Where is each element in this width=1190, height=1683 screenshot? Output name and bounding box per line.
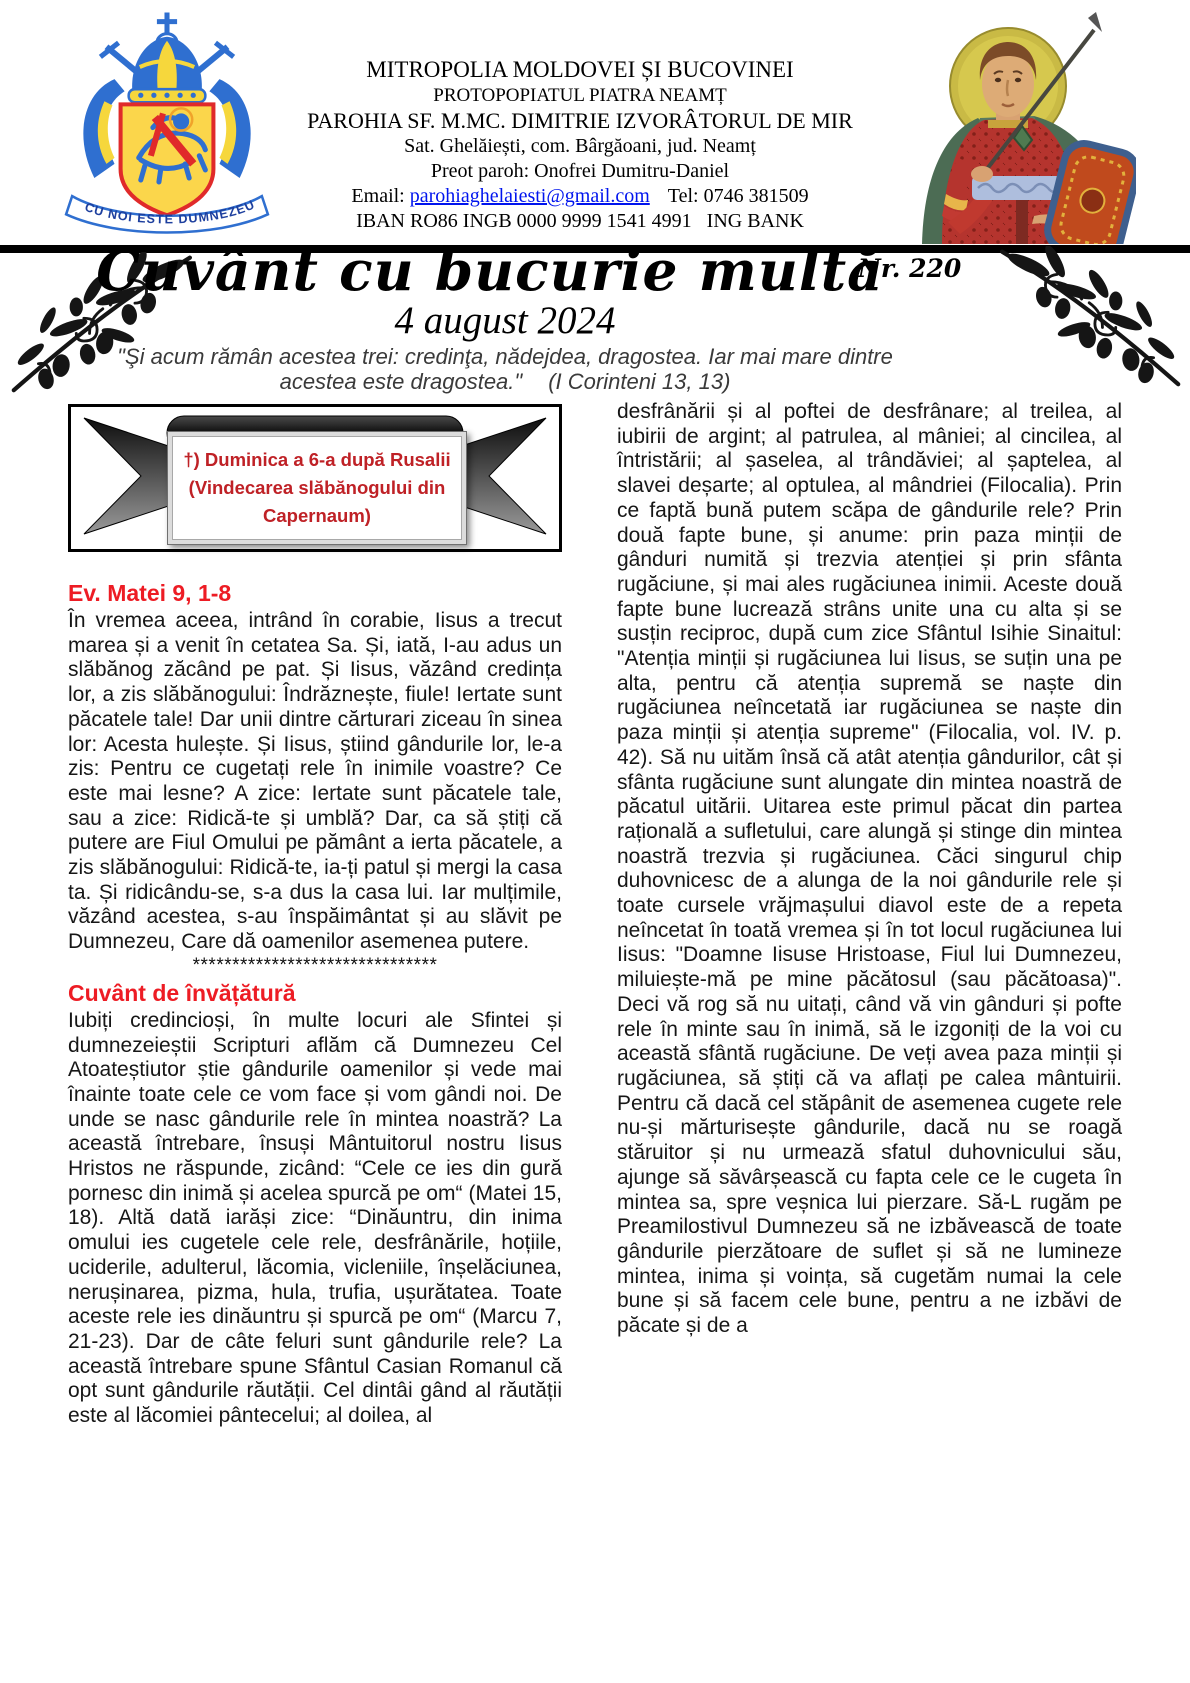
- teaching-text-continued: desfrânării și al poftei de desfrânare; al treilea, al iubirii de argint; al patrulea, al mâniei; al cincilea, al întristării; al șaselea, al trândăviei; al șaptelea, al slavei deșarte; al optulea, al mândriei (Filocalia). Prin ce faptă bună putem scăpa de gândurile rele? Prin două fapte bune, și anume: prin paza minții de gânduri numită și trezvia atenției și prin sfânta rugăciune, și mai ales rugăciunea inimii. Aceste două fapte bune lucrează strâns unite una cu alta și se susțin reciproc, după cum zice Sfântul Isihie Sinaitul: "Atenția minții și rugăciunea lui Iisus, se suțin una pe alta, pentru că atenția supremă se naște din rugăciunea neîncetată iar rugăciunea se naște din paza minții și atenția supreme" (Filocalia, vol. IV. p. 42). Să nu uităm însă că atât atenția gândurilor, cât și sfânta rugăciune sunt alungate din mintea noastră de păcatul uitării. Uitarea este primul păcat din partea rațională a sufletului, care alungă și stinge din mintea noastră trezvia și rugăciunea. Căci singurul chip duhovnicesc de a alunga de la noi gândurile rele și toate cursele vrăjmașului diavol este de a repeta neîncetat în toată vremea și în tot locul rugăciunea lui Iisus: "Doamne Iisuse Hristoase, Fiul lui Dumnezeu, miluiește-mă pe mine păcătosul (sau păcătoasa)". Deci vă rog să nu uitați, când vă vin gânduri și pofte rele în minte sau în inimă, să le izgoniți de la voi cu această sfântă rugăciune. De veți avea paza minții și rugăciunea, să știți că va aflați pe calea mântuirii. Pentru că dacă cel stăpânit de asemenea cugete rele nu-și mărturisește gândurile, dacă nu se roagă stăruitor și nu urmează sfatul duhovnicului său, ajunge să săvârșească cu fapta cele ce le cugeta în mintea sa, spre veșnica lui pierzare. Să-L rugăm pe Preamilostivul Dumnezeu să ne izbăvească de toate gândurile pierzătoare de suflet și să ne lumineze mintea, inima și voința, să cugetăm numai la cele bune și să facem cele bune, pentru a ne izbăvi de păcate și de a: [617, 400, 1122, 1338]
- parish-header-text: [262, 56, 898, 234]
- banner-panel: [167, 431, 467, 545]
- banner-text: †) Duminica a 6-a după Rusalii (Vindecarea slăbănogului din Capernaum): [183, 449, 451, 526]
- saint-dimitrie-icon: [884, 8, 1136, 244]
- quote-reference: (I Corinteni 13, 13): [548, 369, 731, 394]
- right-column: [617, 400, 1122, 1429]
- quote-text: "Şi acum rămân acestea trei: credinţa, nădejdea, dragostea. Iar mai mare dintre acestea este dragostea.": [117, 344, 893, 394]
- email-label: Email:: [351, 185, 410, 207]
- scripture-quote: [95, 344, 915, 394]
- asterisk-separator: *******************************: [192, 954, 438, 976]
- article-columns: [68, 400, 1122, 1429]
- teaching-heading: Cuvânt de învățătură: [68, 979, 296, 1006]
- bulletin-title: Cuvânt cu bucurie multă: [96, 238, 884, 303]
- left-column: [68, 400, 562, 1429]
- banner-inner-panel: [172, 436, 462, 540]
- deanery-name: PROTOPOPIATUL PIATRA NEAMȚ: [433, 85, 727, 106]
- gospel-heading: Ev. Matei 9, 1-8: [68, 580, 232, 606]
- teaching-text: Iubiți credincioși, în multe locuri ale Sfintei și dumnezeieștii Scripturi aflăm că Dumnezeu Cel Atoateștiutor știe gândurile oamenilor și vede mai înainte toate cele ce vom face și vom gândi noi. De unde se nasc gândurile rele în mintea noastră? La această întrebare, însuși Mântuitorul nostru Iisus Hristos ne răspunde, zicând: “Cele ce ies din gură pornesc din inimă și acelea spurcă pe om“ (Matei 15, 18). Altă dată iarăși zice: “Dinăuntru, din inima omului ies cugetele cele rele, desfrânările, hoțiile, uciderile, adulterul, lăcomia, vicleniile, înșelăciunea, nerușinarea, pizma, hula, trufia, ușurătatea. Toate aceste rele ies dinăuntru și spurcă pe om“ (Marcu 7, 21-23). Dar de câte feluri sunt gândurile rele? La această întrebare spune Sfântul Casian Romanul că opt sunt gândurile răutății. Cel dintâi gând al răutății este al lăcomiei pântecelui; al doilea, al: [68, 1008, 562, 1428]
- contact-line: [262, 184, 898, 209]
- crest-motto: CU NOI ESTE DUMNEZEU: [82, 197, 258, 227]
- issue-number: Nr. 220: [858, 254, 962, 283]
- metropolis-name: MITROPOLIA MOLDOVEI ȘI BUCOVINEI: [366, 57, 794, 82]
- issue-date: 4 august 2024: [394, 299, 616, 342]
- parish-name: PAROHIA SF. M.MC. DIMITRIE IZVORÂTORUL DE MIR: [307, 108, 853, 133]
- priest-name: Preot paroh: Onofrei Dumitru-Daniel: [430, 160, 730, 182]
- iban-line: IBAN RO86 INGB 0000 9999 1541 4991 ING BANK: [356, 210, 804, 232]
- gospel-text: În vremea aceea, intrând în corabie, Iisus a trecut marea și a venit în cetatea Sa. Și, iată, I-au adus un slăbănog zăcând pe pat. Și Iisus, văzând credința lor, a zis slăbănogului: Îndrăznește, fiule! Iertate sunt păcatele tale! Dar unii dintre cărturari ziceau în sinea lor: Acesta hulește. Și Iisus, știind gândurile lor, le-a zis: Pentru ce cugetați rele în inimile voastre? Ce este mai lesne? A zice: Iertate sunt păcatele tale, sau a zice: Ridică-te și umblă? Dar, ca să știți că putere are Fiul Omului pe pământ a ierta păcatele, a zis slăbănogului: Ridică-te, ia-ți patul și mergi la casa ta. Și ridicându-se, s-a dus la casa lui. Iar mulțimile, văzând acestea, s-au înspăimântat și au slăvit pe Dumnezeu, Care dă oamenilor asemenea putere.: [68, 609, 562, 954]
- email-link[interactable]: parohiaghelaiesti@gmail.com: [409, 185, 650, 207]
- olive-branch-right-icon: [998, 246, 1188, 388]
- sunday-banner: [68, 404, 562, 552]
- phone-number: Tel: 0746 381509: [667, 185, 809, 207]
- diocese-crest-icon: [56, 4, 278, 242]
- parish-address: Sat. Ghelăiești, com. Bârgăoani, jud. Neamț: [404, 135, 756, 157]
